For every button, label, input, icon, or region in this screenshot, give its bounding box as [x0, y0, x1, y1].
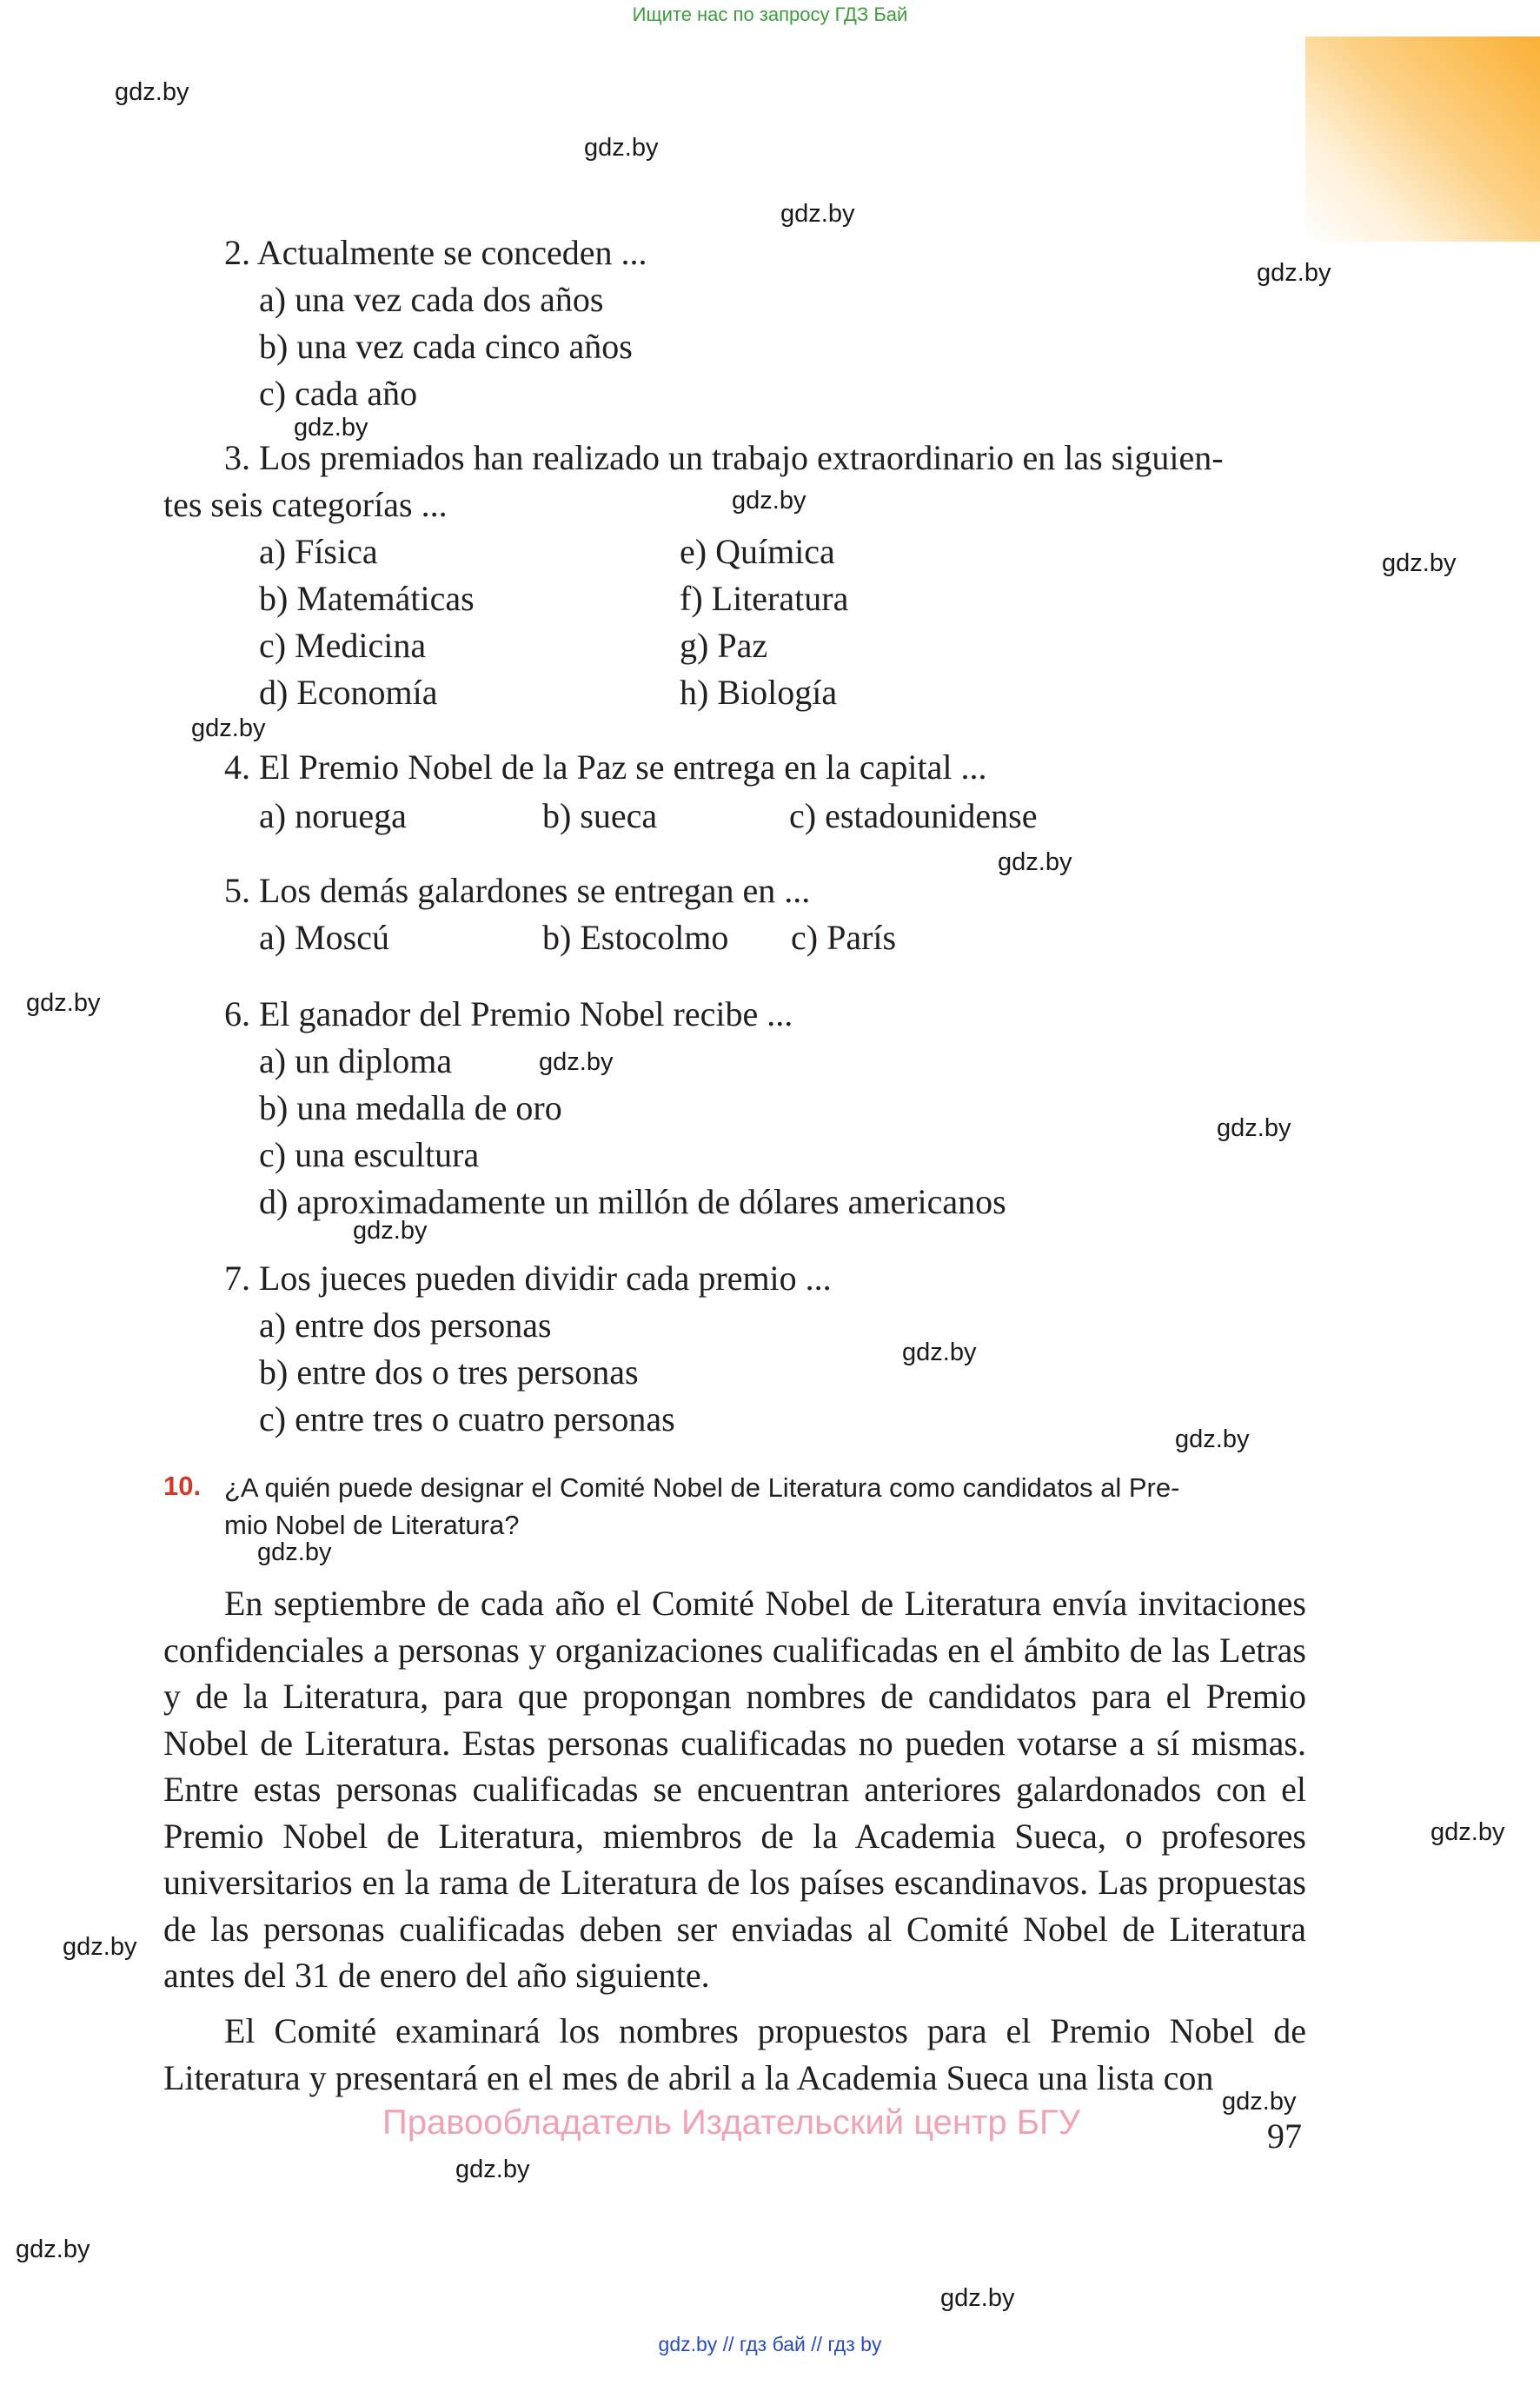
q3-option-h: h) Biología [680, 673, 838, 712]
q3-option-d: d) Economía [259, 673, 438, 712]
task-prompt-line1: ¿A quién puede designar el Comité Nobel de Literatura como candidatos al Pre- [224, 1472, 1180, 1503]
q4-option-a: a) noruega [259, 796, 407, 835]
watermark: gdz.by [1222, 2088, 1297, 2116]
watermark: gdz.by [1257, 259, 1331, 287]
watermark: gdz.by [902, 1339, 977, 1366]
q4-option-b: b) sueca [542, 796, 658, 835]
rights-holder: Правообладатель Издательский центр БГУ [382, 2103, 1081, 2142]
task-number: 10. [163, 1471, 202, 1501]
q2-option-b: b) una vez cada cinco años [259, 327, 633, 366]
watermark: gdz.by [1382, 549, 1457, 577]
q3-stem-line1: 3. Los premiados han realizado un trabajo extraordinario en las siguien- [224, 438, 1224, 477]
paragraph-1: En septiembre de cada año el Comité Nobel de Literatura envía invitaciones confidenciales a personas y organizaciones cualificadas en el ámbito de las Letras y de la Literatura, para que propongan nombres de candidatos para el Premio Nobel de Literatura. Estas personas cualificadas no pueden votarse a sí mismas. Entre estas personas cualificadas se encuentran anteriores galardonados con el Premio Nobel de Literatura, miembros de la Academia Sueca, o profesores universitarios en la rama de Literatura de los países escandinavos. Las propuestas de las personas cualificadas deben ser enviadas al Comité Nobel de Literatura antes del 31 de enero del año siguiente. [163, 1584, 1306, 1995]
q6-option-d: d) aproximadamente un millón de dólares americanos [259, 1182, 1006, 1221]
q2-option-a: a) una vez cada dos años [259, 280, 604, 319]
watermark: gdz.by [539, 1048, 614, 1076]
watermark: gdz.by [115, 78, 189, 106]
q3-option-e: e) Química [680, 532, 835, 571]
top-notice: Ищите нас по запросу ГДЗ Бай [632, 3, 908, 25]
q4-option-c: c) estadounidense [789, 796, 1038, 835]
watermark: gdz.by [1430, 1818, 1505, 1846]
watermark: gdz.by [26, 989, 101, 1017]
q3-option-g: g) Paz [680, 626, 768, 665]
q2-stem: 2. Actualmente se conceden ... [224, 233, 647, 272]
q7-option-a: a) entre dos personas [259, 1305, 552, 1345]
watermark: gdz.by [16, 2236, 90, 2263]
q3-option-f: f) Literatura [680, 579, 849, 618]
watermark: gdz.by [732, 487, 807, 515]
watermark: gdz.by [353, 1217, 428, 1245]
q3-option-a: a) Física [259, 532, 378, 571]
q4-stem: 4. El Premio Nobel de la Paz se entrega en la capital ... [224, 747, 987, 787]
q2-option-c: c) cada año [259, 374, 418, 413]
task-prompt-line2: mio Nobel de Literatura? [224, 1510, 520, 1540]
q6-option-c: c) una escultura [259, 1135, 480, 1174]
q6-option-b: b) una medalla de oro [259, 1088, 562, 1127]
q5-stem: 5. Los demás galardones se entregan en ... [224, 871, 811, 910]
watermark: gdz.by [1217, 1114, 1291, 1142]
watermark: gdz.by [257, 1538, 332, 1566]
q6-stem: 6. El ganador del Premio Nobel recibe ... [224, 994, 793, 1033]
watermark: gdz.by [1175, 1425, 1250, 1453]
q5-option-a: a) Moscú [259, 918, 389, 957]
q5-option-c: c) París [791, 918, 897, 957]
watermark: gdz.by [191, 714, 266, 742]
watermark: gdz.by [63, 1933, 137, 1961]
q7-stem: 7. Los jueces pueden dividir cada premio ... [224, 1259, 832, 1298]
watermark: gdz.by [780, 200, 855, 228]
watermark: gdz.by [294, 414, 368, 442]
q3-stem-line2: tes seis categorías ... [163, 485, 448, 524]
paragraph-2: El Comité examinará los nombres propuestos para el Premio Nobel de Literatura y presentará en el mes de abril a la Academia Sueca una lista con [163, 2011, 1306, 2097]
footer-links: gdz.by // гдз бай // гдз by [658, 2333, 882, 2355]
q6-option-a: a) un diploma [259, 1041, 453, 1080]
watermark: gdz.by [998, 848, 1072, 876]
q3-option-c: c) Medicina [259, 626, 427, 665]
watermark: gdz.by [940, 2284, 1015, 2312]
q7-option-c: c) entre tres o cuatro personas [259, 1399, 675, 1438]
watermark: gdz.by [455, 2156, 530, 2183]
page-number: 97 [1267, 2116, 1302, 2156]
q7-option-b: b) entre dos o tres personas [259, 1352, 639, 1392]
corner-decoration [1305, 37, 1540, 242]
q5-option-b: b) Estocolmo [542, 918, 729, 957]
watermark: gdz.by [584, 134, 659, 162]
q3-option-b: b) Matemáticas [259, 579, 475, 618]
